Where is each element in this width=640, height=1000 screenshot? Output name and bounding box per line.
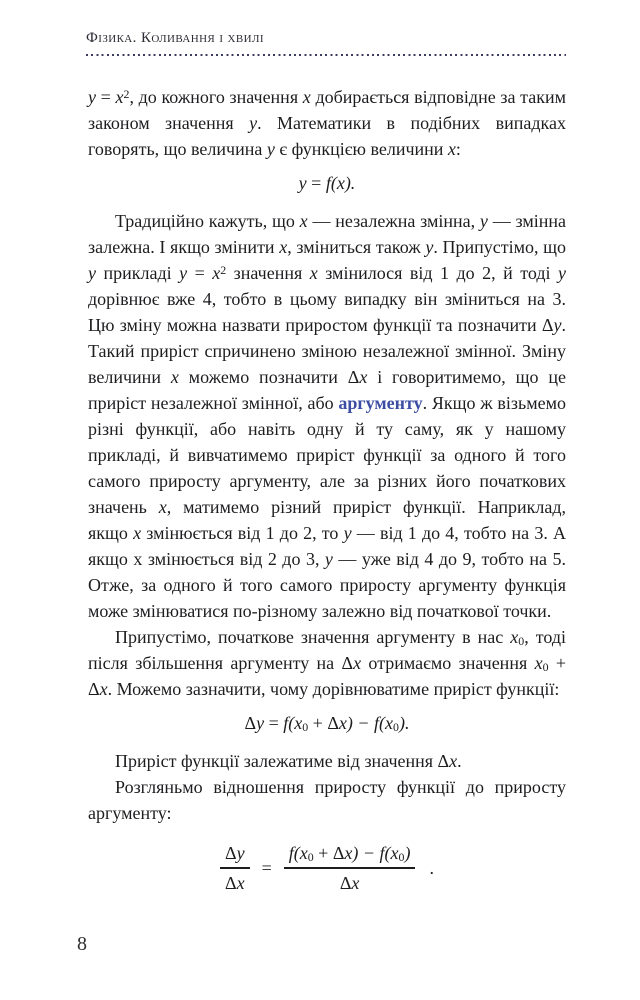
text-run: + Δ (308, 713, 339, 733)
text-run: x (449, 751, 458, 771)
text-run: x (338, 713, 347, 733)
text-run: x (279, 237, 288, 257)
text-run: = (96, 87, 116, 107)
text-run: . Можемо зазначити, чому дорівнюватиме приріст функції: (107, 679, 560, 699)
text-run: y (479, 211, 488, 231)
text-run: і говоритимемо, що це приріст незалежної змінної, або (88, 367, 566, 413)
text-run: 0 (393, 720, 399, 735)
text-run: , до кожного значення (129, 87, 303, 107)
text-run: — незалежна змінна, (307, 211, 480, 231)
text-run: отримаємо значення (361, 653, 535, 673)
text-run: 2 (123, 86, 130, 101)
text-run: y (266, 139, 275, 159)
text-run: , тоді після збільшення аргументу на Δ (88, 627, 566, 673)
text-run: можемо позначити Δ (178, 367, 360, 387)
paragraph (88, 624, 566, 702)
text-run: дорівнює вже 4, тобто в цьому випадку він зміниться на 3. Цю зміну можна назвати приростом функції та позначити Δ (88, 289, 566, 335)
text-run: ) − f(x (346, 713, 394, 733)
fraction (284, 842, 416, 895)
text-run: Δ (244, 713, 257, 733)
text-run: x (447, 139, 456, 159)
dotted-divider (86, 54, 566, 56)
text-run: . Такий приріст спричинено зміною незалежної змінної. Зміну величини (88, 315, 566, 387)
fraction-numerator (220, 842, 250, 867)
text-run: — уже від 4 до 9, тобто на 5. Отже, за одного й того самого приросту аргументу функція може змінюватися по-різному залежно від початкової точки. (88, 549, 566, 621)
text-run: y (256, 713, 265, 733)
text-run: x (212, 263, 221, 283)
page-header (86, 30, 566, 56)
text-run: — від 1 до 4, тобто на 3. А якщо х змінюється від 2 до 3, (88, 523, 567, 569)
text-run: , матимемо різний приріст функції. Наприклад, якщо (88, 497, 566, 543)
text-run: f(x (283, 713, 303, 733)
text-run: y (88, 87, 96, 107)
text-run: x (158, 497, 167, 517)
text-run: + Δ (88, 653, 567, 699)
text-run: 2 (220, 262, 227, 277)
text-run: змінюється від 1 до 2, то (141, 523, 344, 543)
text-run: Δ (225, 843, 237, 863)
text-run: ) (404, 843, 411, 863)
running-title: Фізика. Коливання і хвилі (86, 30, 264, 46)
formula (88, 170, 566, 196)
text-run: , зміниться також (287, 237, 426, 257)
text-run: y (249, 113, 258, 133)
text-run: x (510, 627, 519, 647)
text-run: Δ (225, 872, 237, 893)
fraction-denominator (335, 869, 365, 895)
text-run: . Якщо ж візьмемо різні функції, або навіть одну й ту саму, як у нашому прикладі, й вивчатимемо приріст функції за одного й того самого приросту аргументу, але за різних його початкових значень (88, 393, 566, 517)
text-run: прикладі (96, 263, 180, 283)
page-number: 8 (77, 933, 87, 955)
text-run: f(x). (325, 173, 356, 193)
text-run: y (179, 263, 188, 283)
paragraph (88, 774, 566, 826)
text-run: — змінна залежна. І якщо змінити (88, 211, 566, 257)
text-run: x (133, 523, 142, 543)
text-run: y (298, 173, 307, 193)
text-run: y (553, 315, 562, 335)
text-run: ). (398, 713, 410, 733)
paragraph (88, 748, 566, 774)
text-run: x (99, 679, 108, 699)
text-run: 0 (518, 634, 525, 649)
text-run: . Математики в подібних випадках говорять, що величина (88, 113, 567, 159)
text-run: добирається відповідне за таким законом значення (88, 87, 566, 133)
fraction-denominator (220, 869, 250, 895)
text-run: x (351, 872, 360, 893)
text-run: Приріст функції залежатиме від значення Δ (115, 751, 450, 771)
text-run: y (324, 549, 333, 569)
text-run: 0 (302, 720, 309, 735)
text-run: 0 (307, 850, 314, 865)
text-run: змінилося від 1 до 2, й тоді (317, 263, 558, 283)
text-run: : (455, 139, 461, 159)
text-run: у (88, 263, 96, 283)
text-run: ) − f(x (352, 843, 399, 863)
page-body (88, 84, 566, 895)
text-run: x (236, 872, 245, 893)
text-run: . (457, 751, 462, 771)
text-run: y (557, 263, 566, 283)
formula-fraction (88, 842, 566, 895)
text-run: = (187, 263, 213, 283)
text-run: Припустімо, початкове значення аргументу в нас (115, 627, 511, 647)
text-run: y (236, 843, 245, 863)
text-run: x (359, 367, 368, 387)
text-run: Δ (339, 872, 352, 893)
term-highlight: аргументу (338, 393, 423, 413)
formula (88, 710, 566, 736)
text-run: значення (226, 263, 310, 283)
text-run: = (306, 173, 326, 193)
text-run: = (264, 713, 284, 733)
text-run: Традиційно кажуть, що (115, 211, 300, 231)
text-run: x (534, 653, 543, 673)
text-run: + Δ (313, 843, 345, 863)
text-run: x (115, 87, 124, 107)
formula-period: . (429, 857, 434, 878)
fraction-numerator (284, 842, 416, 867)
text-run: f(x (288, 843, 308, 863)
fraction (220, 842, 250, 895)
text-run: x (299, 211, 308, 231)
equals-sign: = (261, 857, 272, 878)
paragraph (88, 208, 566, 624)
text-run: є функцією величини (274, 139, 448, 159)
text-run: x (344, 843, 353, 863)
text-run: . Припустімо, що (433, 237, 566, 257)
text-run: x (302, 87, 311, 107)
text-run: x (309, 263, 318, 283)
text-run: Розгляньмо відношення приросту функції до приросту аргументу: (88, 777, 566, 823)
text-run: x (170, 367, 179, 387)
text-run: y (425, 237, 434, 257)
paragraph (88, 84, 566, 162)
text-run: x (353, 653, 362, 673)
text-run: 0 (542, 660, 549, 675)
text-run: y (343, 523, 352, 543)
text-run: 0 (398, 850, 405, 865)
